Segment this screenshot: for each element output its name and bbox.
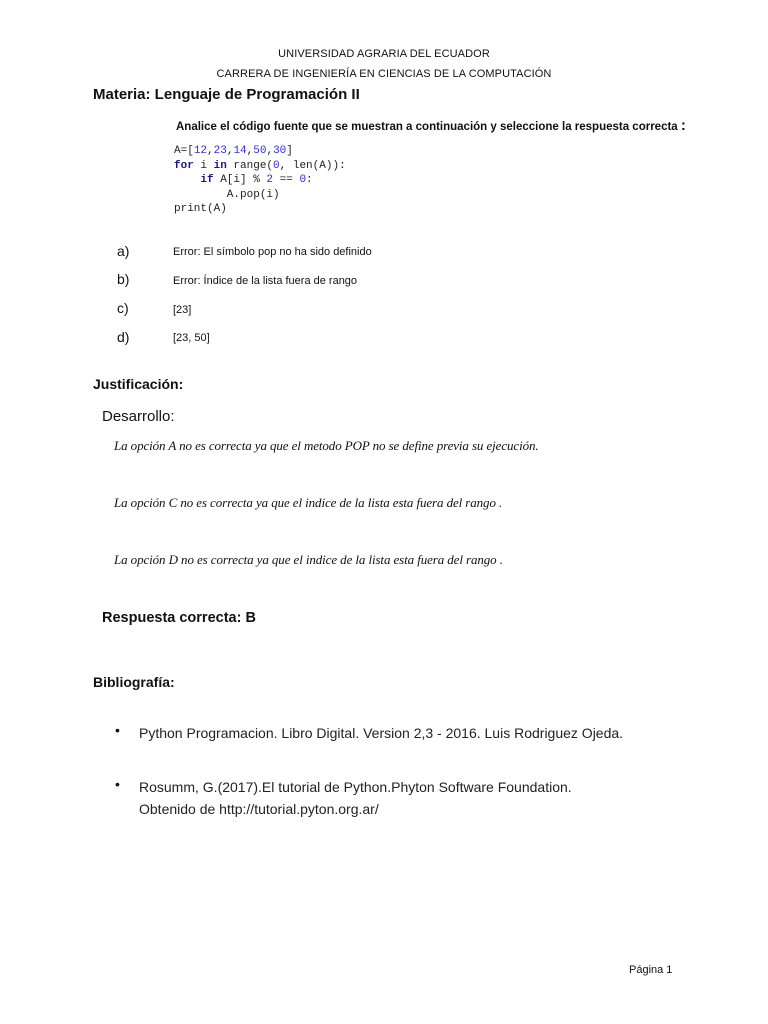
justification-option-d: La opción D no es correcta ya que el indice de la lista esta fuera del rango . (114, 552, 503, 567)
code-line: A.pop(i) (174, 188, 280, 201)
option-a-text: Error: El símbolo pop no ha sido definido (173, 246, 372, 258)
option-d-text: [23, 50] (173, 332, 210, 344)
code-number: 30 (273, 145, 287, 157)
bibliography-line: Obtenido de http://tutorial.pyton.org.ar/ (139, 801, 379, 817)
code-token: i (193, 159, 214, 172)
bibliography-entry (139, 776, 572, 820)
option-c-text: [23] (173, 304, 192, 316)
code-token: A[i] % (213, 174, 267, 186)
bibliography-line: Rosumm, G.(2017).El tutorial de Python.Phyton Software Foundation. (139, 779, 572, 795)
code-number: 23 (213, 145, 227, 157)
code-number: 14 (233, 145, 247, 157)
career-name: CARRERA DE INGENIERÍA EN CIENCIAS DE LA COMPUTACIÓN (216, 68, 552, 80)
subject-title: Materia: Lenguaje de Programación II (93, 86, 360, 103)
code-token: : (306, 174, 313, 186)
bullet-icon: • (115, 776, 120, 792)
instruction-colon: : (680, 117, 686, 134)
bibliography-heading: Bibliografía: (93, 674, 175, 690)
code-line: print(A) (174, 203, 227, 215)
code-token: range( (226, 159, 274, 172)
development-label: Desarrollo: (102, 408, 175, 425)
code-block: A=[12,23,14,50,30] for i in range(0, len(A)): if A[i] % 2 == 0: A.pop(i) print(A) (174, 145, 346, 215)
university-name: UNIVERSIDAD AGRARIA DEL ECUADOR (278, 48, 490, 60)
code-number: 2 (266, 174, 274, 186)
option-a-letter: a) (117, 243, 130, 259)
justification-heading: Justificación: (93, 376, 184, 392)
code-number: 50 (253, 145, 267, 157)
code-keyword: if (200, 174, 214, 186)
option-b-letter: b) (117, 271, 130, 287)
code-keyword: for (174, 159, 194, 172)
option-d-letter: d) (117, 329, 130, 345)
option-b-text: Error: Índice de la lista fuera de rango (173, 275, 358, 287)
instruction-body: Analice el código fuente que se muestran a continuación y seleccione la respuesta correcta (176, 121, 678, 133)
page-number: Página 1 (629, 964, 673, 976)
code-token: == (273, 174, 300, 186)
correct-answer: Respuesta correcta: B (102, 610, 256, 626)
code-token: , len(A)): (279, 159, 346, 172)
option-c-letter: c) (117, 300, 129, 316)
code-number: 12 (193, 145, 208, 157)
justification-option-a: La opción A no es correcta ya que el metodo POP no se define previa su ejecución. (114, 438, 539, 453)
code-token: A=[ (174, 145, 194, 157)
code-number: 0 (299, 174, 307, 186)
code-number: 0 (273, 159, 280, 172)
instruction-text (176, 117, 686, 134)
bibliography-entry (139, 722, 623, 744)
bibliography-line: Python Programacion. Libro Digital. Version 2,3 - 2016. Luis Rodriguez Ojeda. (139, 725, 624, 741)
justification-option-c: La opción C no es correcta ya que el indice de la lista esta fuera del rango . (114, 495, 503, 510)
code-indent (174, 174, 200, 186)
bullet-icon: • (115, 722, 120, 738)
code-token: ] (286, 145, 293, 157)
code-keyword: in (213, 159, 227, 172)
